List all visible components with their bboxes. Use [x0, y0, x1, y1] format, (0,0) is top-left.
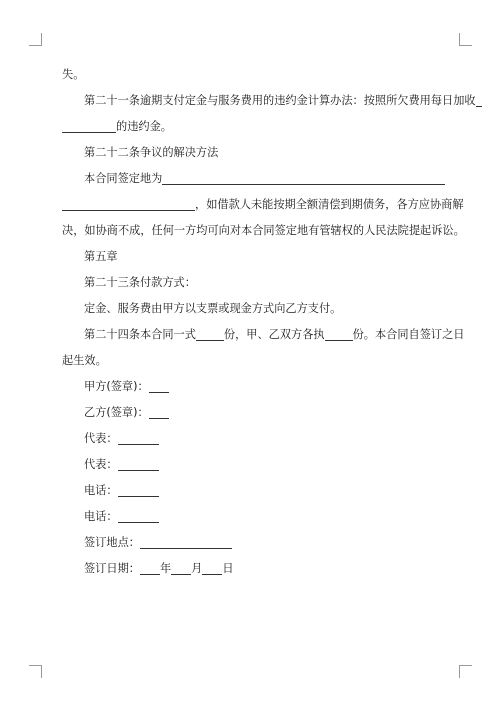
signing-date	[62, 556, 444, 582]
line-text: 乙方(签章)：	[84, 406, 149, 419]
blank-underline	[171, 560, 191, 575]
document-body	[62, 62, 476, 582]
blank-underline	[202, 560, 222, 575]
crop-mark-bottom-right	[459, 665, 472, 678]
crop-mark-bottom-left	[29, 665, 42, 678]
representative-a	[62, 426, 444, 452]
line-text: 代表：	[84, 458, 118, 471]
line-text: 第二十二条争议的解决方法	[84, 146, 219, 159]
line-text: 份，甲、乙双方各执	[223, 328, 325, 341]
debt-clause-line	[62, 192, 464, 218]
line-text: 甲方(签章)：	[84, 380, 149, 393]
blank-underline	[140, 534, 232, 549]
crop-mark-top-right	[459, 33, 472, 46]
party-b-seal	[62, 400, 444, 426]
line-text: 第五章	[84, 250, 118, 263]
blank-underline	[118, 456, 159, 471]
signing-place-line	[62, 166, 444, 192]
blank-underline	[149, 378, 169, 393]
phone-a	[62, 478, 444, 504]
text-line	[62, 62, 444, 88]
clause-22	[62, 140, 444, 166]
blank-underline	[196, 326, 224, 341]
blank-underline	[476, 92, 482, 107]
line-text: 定金、服务费由甲方以支票或现金方式向乙方支付。	[84, 302, 342, 315]
line-text: 第二十三条付款方式：	[84, 276, 196, 289]
line-text: 签订日期：	[84, 562, 140, 575]
line-text: 年	[159, 562, 172, 575]
line-text: 代表：	[84, 432, 118, 445]
blank-underline	[140, 560, 160, 575]
line-text: ，如借款人未能按期全额清偿到期债务，各方应协商解	[195, 198, 464, 211]
line-text: 本合同签定地为	[84, 172, 163, 185]
blank-underline	[62, 118, 116, 133]
line-text: 决，如协商不成，任何一方均可向对本合同签定地有管辖权的人民法院提起诉讼。	[62, 224, 465, 237]
phone-b	[62, 504, 444, 530]
blank-underline	[162, 170, 445, 185]
line-text: 电话：	[84, 484, 118, 497]
blank-underline	[325, 326, 353, 341]
clause-21	[62, 88, 476, 114]
blank-underline	[62, 196, 195, 211]
signing-place	[62, 530, 444, 556]
line-text: 失。	[62, 68, 85, 81]
line-text: 月	[191, 562, 203, 575]
chapter-heading	[62, 244, 444, 270]
crop-mark-top-left	[29, 33, 42, 46]
line-text: 的违约金。	[116, 120, 172, 133]
line-text: 起生效。	[62, 354, 107, 367]
clause-23	[62, 270, 444, 296]
line-text: 电话：	[84, 510, 118, 523]
effective-line	[62, 348, 444, 374]
blank-underline	[118, 430, 159, 445]
dispute-line	[62, 218, 465, 244]
clause-21-continued	[62, 114, 444, 140]
representative-b	[62, 452, 444, 478]
clause-24	[62, 322, 465, 348]
blank-underline	[118, 508, 159, 523]
line-text: 日	[222, 562, 234, 575]
blank-underline	[149, 404, 169, 419]
line-text: 份。本合同自签订之日	[352, 328, 465, 341]
party-a-seal	[62, 374, 444, 400]
line-text: 签订地点：	[84, 536, 140, 549]
payment-method-line	[62, 296, 444, 322]
blank-underline	[118, 482, 159, 497]
line-text: 第二十一条逾期支付定金与服务费用的违约金计算办法：按照所欠费用每日加收	[84, 94, 476, 107]
line-text: 第二十四条本合同一式	[84, 328, 196, 341]
